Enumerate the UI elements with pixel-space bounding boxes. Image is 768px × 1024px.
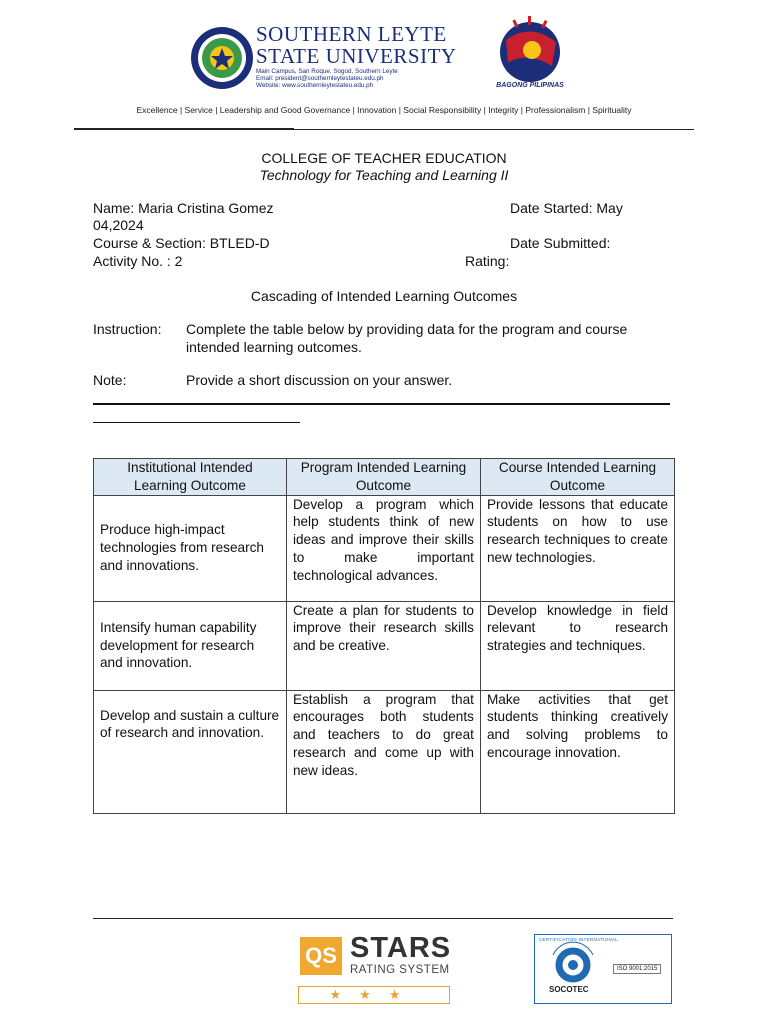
- core-values: Excellence | Service | Leadership and Good Governance | Innovation | Social Responsibility | Integrity | Professionalism | Spirituality: [136, 105, 632, 115]
- qs-rating-system: RATING SYSTEM: [350, 964, 450, 976]
- pilo-cell: Develop a program which help students think of new ideas and improve their skills to make important technological advances.: [286, 495, 480, 601]
- note-label: Note:: [93, 372, 127, 388]
- cert-arc-text: CERTIFICATION INTERNATIONAL: [539, 937, 619, 942]
- bagong-pilipinas-logo-icon: [492, 12, 568, 92]
- ilo-table: [93, 458, 675, 814]
- instruction-label: Instruction:: [93, 321, 162, 337]
- note-text: Provide a short discussion on your answer.: [186, 372, 453, 388]
- address-line: Main Campus, San Roque, Sogod, Southern Leyte: [256, 68, 398, 75]
- header-pilo: Program Intended Learning Outcome: [286, 459, 480, 496]
- activity-number: Activity No. : 2: [93, 253, 183, 269]
- ph-logo-caption: BAGONG PILIPINAS: [496, 82, 564, 89]
- iso-label: ISO 9001:2015: [613, 964, 661, 974]
- email-line: Email: president@southernleytestateu.edu.ph: [256, 75, 384, 82]
- socotec-certification: [534, 934, 672, 1004]
- cilo-cell: Provide lessons that educate students on how to use research techniques to create new technologies.: [480, 495, 674, 601]
- instruction-line1: Complete the table below by providing data for the program and course: [186, 321, 628, 337]
- answer-line-1: [93, 403, 670, 405]
- table-header-row: [94, 459, 675, 496]
- university-name-line2: STATE UNIVERSITY: [256, 44, 457, 68]
- header-rule-right: [294, 129, 694, 130]
- activity-title: Cascading of Intended Learning Outcomes: [250, 288, 518, 304]
- iilo-cell: Produce high-impact technologies from research and innovations.: [94, 495, 287, 601]
- date-submitted: Date Submitted:: [510, 235, 611, 251]
- website-line: Website: www.southernleytestateu.edu.ph: [256, 82, 374, 89]
- instruction-line2: intended learning outcomes.: [186, 339, 362, 355]
- date-started-value: 04,2024: [93, 217, 144, 233]
- header-cilo: Course Intended Learning Outcome: [480, 459, 674, 496]
- answer-line-2: [93, 422, 300, 423]
- qs-star-rating: ★★★: [298, 986, 450, 1004]
- college-title: COLLEGE OF TEACHER EDUCATION: [261, 150, 507, 166]
- university-name-line1: SOUTHERN LEYTE: [256, 22, 447, 46]
- footer-rule: [93, 918, 673, 919]
- table-row: [94, 601, 675, 690]
- table-row: [94, 690, 675, 813]
- qs-stars-word: STARS: [350, 932, 452, 964]
- socotec-label: SOCOTEC: [549, 985, 589, 994]
- pilo-cell: Establish a program that encourages both students and teachers to do great research and come up with new ideas.: [286, 690, 480, 813]
- university-seal-icon: [190, 26, 254, 90]
- subject-title: Technology for Teaching and Learning II: [259, 167, 509, 183]
- iilo-cell: Develop and sustain a culture of research and innovation.: [94, 690, 287, 813]
- cilo-cell: Make activities that get students thinking creatively and solving problems to encourage innovation.: [480, 690, 674, 813]
- student-name: Name: Maria Cristina Gomez: [93, 200, 274, 216]
- socotec-emblem-icon: [545, 941, 601, 985]
- table-row: [94, 495, 675, 601]
- course-section: Course & Section: BTLED-D: [93, 235, 270, 251]
- university-address: [256, 68, 398, 89]
- pilo-cell: Create a plan for students to improve their research skills and be creative.: [286, 601, 480, 690]
- iilo-cell: Intensify human capability development for research and innovation.: [94, 601, 287, 690]
- qs-logo: QS: [300, 937, 342, 975]
- header-rule-left: [74, 128, 294, 130]
- rating-field: Rating:: [465, 253, 510, 269]
- header-iilo: Institutional Intended Learning Outcome: [94, 459, 287, 496]
- university-name: [256, 24, 457, 67]
- cilo-cell: Develop knowledge in field relevant to research strategies and techniques.: [480, 601, 674, 690]
- date-started: Date Started: May: [510, 200, 623, 216]
